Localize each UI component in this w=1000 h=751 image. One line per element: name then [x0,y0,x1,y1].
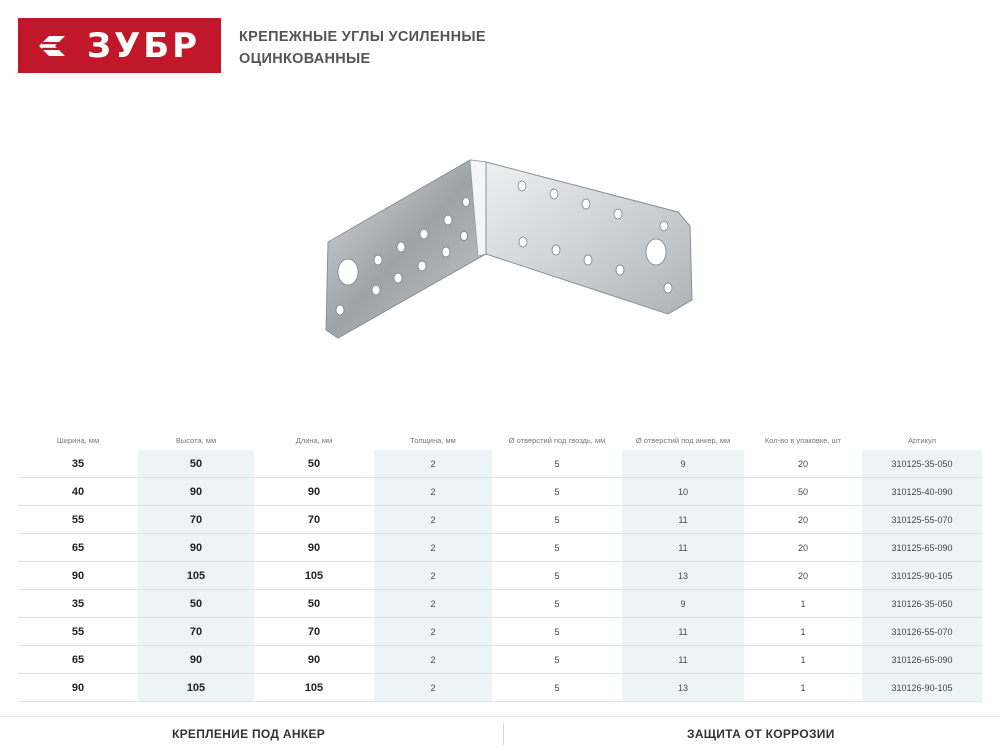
cell-nail-hole: 5 [492,618,622,646]
cell-height: 70 [138,506,254,534]
table-row [18,646,982,674]
cell-anchor-hole: 9 [622,450,744,478]
cell-thickness: 2 [374,450,492,478]
cell-height: 90 [138,534,254,562]
cell-pack-qty: 20 [744,506,862,534]
cell-article: 310126-55-070 [862,618,982,646]
cell-height: 50 [138,590,254,618]
specs-table [18,430,982,702]
cell-anchor-hole: 11 [622,534,744,562]
cell-nail-hole: 5 [492,646,622,674]
cell-anchor-hole: 11 [622,506,744,534]
table-row [18,674,982,702]
cell-nail-hole: 5 [492,450,622,478]
cell-width: 40 [18,478,138,506]
cell-anchor-hole: 13 [622,562,744,590]
header-width: Ширина, мм [56,435,100,445]
cell-length: 50 [254,590,374,618]
table-header-row [18,430,982,450]
table-row [18,562,982,590]
cell-nail-hole: 5 [492,674,622,702]
cell-thickness: 2 [374,590,492,618]
cell-article: 310126-90-105 [862,674,982,702]
cell-article: 310126-35-050 [862,590,982,618]
cell-width: 65 [18,646,138,674]
cell-pack-qty: 20 [744,450,862,478]
table-row [18,534,982,562]
table-row [18,478,982,506]
cell-anchor-hole: 13 [622,674,744,702]
header-thickness: Толщина, мм [410,435,456,445]
cell-length: 90 [254,478,374,506]
header-height: Высота, мм [175,435,217,445]
cell-width: 55 [18,618,138,646]
header-pack-qty: Кол-во в упаковке, шт [764,435,842,445]
header-length: Длина, мм [295,435,333,445]
cell-width: 90 [18,562,138,590]
cell-article: 310125-35-050 [862,450,982,478]
cell-height: 70 [138,618,254,646]
table-row [18,450,982,478]
cell-anchor-hole: 11 [622,618,744,646]
cell-pack-qty: 20 [744,534,862,562]
cell-thickness: 2 [374,478,492,506]
footer-divider [503,723,504,745]
cell-height: 90 [138,646,254,674]
feature-corrosion-protection: ЗАЩИТА ОТ КОРРОЗИИ [687,727,835,741]
cell-width: 55 [18,506,138,534]
cell-pack-qty: 1 [744,590,862,618]
cell-height: 50 [138,450,254,478]
cell-anchor-hole: 9 [622,590,744,618]
cell-thickness: 2 [374,618,492,646]
title-line-2: ОЦИНКОВАННЫЕ [239,51,371,67]
cell-length: 90 [254,646,374,674]
cell-height: 90 [138,478,254,506]
cell-article: 310125-55-070 [862,506,982,534]
cell-length: 90 [254,534,374,562]
cell-thickness: 2 [374,646,492,674]
header-article: Артикул [908,435,936,445]
cell-nail-hole: 5 [492,478,622,506]
cell-article: 310126-65-090 [862,646,982,674]
cell-nail-hole: 5 [492,590,622,618]
cell-length: 105 [254,562,374,590]
cell-height: 105 [138,562,254,590]
table-row [18,590,982,618]
angle-bracket-image [318,150,698,350]
cell-nail-hole: 5 [492,534,622,562]
cell-width: 90 [18,674,138,702]
cell-pack-qty: 1 [744,646,862,674]
table-row [18,618,982,646]
title-line-1: КРЕПЕЖНЫЕ УГЛЫ УСИЛЕННЫЕ [239,29,486,45]
cell-anchor-hole: 10 [622,478,744,506]
cell-nail-hole: 5 [492,562,622,590]
cell-length: 105 [254,674,374,702]
cell-width: 35 [18,590,138,618]
brand-logo [18,18,221,73]
cell-length: 70 [254,618,374,646]
cell-article: 310125-90-105 [862,562,982,590]
cell-thickness: 2 [374,506,492,534]
page-title [239,26,486,70]
cell-article: 310125-65-090 [862,534,982,562]
cell-pack-qty: 1 [744,674,862,702]
cell-thickness: 2 [374,534,492,562]
cell-thickness: 2 [374,562,492,590]
logo-emblem-icon [39,33,73,59]
logo-text: ЗУБР [86,25,201,66]
cell-pack-qty: 20 [744,562,862,590]
cell-width: 65 [18,534,138,562]
cell-anchor-hole: 11 [622,646,744,674]
header-nail-hole: Ø отверстий под гвоздь, мм [508,435,606,445]
cell-height: 105 [138,674,254,702]
cell-thickness: 2 [374,674,492,702]
cell-length: 70 [254,506,374,534]
cell-pack-qty: 50 [744,478,862,506]
header-anchor-hole: Ø отверстий под анкер, мм [635,435,731,445]
cell-length: 50 [254,450,374,478]
cell-pack-qty: 1 [744,618,862,646]
feature-anchor-mount: КРЕПЛЕНИЕ ПОД АНКЕР [172,727,326,741]
features-footer [0,716,1000,751]
cell-width: 35 [18,450,138,478]
table-row [18,506,982,534]
cell-article: 310125-40-090 [862,478,982,506]
cell-nail-hole: 5 [492,506,622,534]
